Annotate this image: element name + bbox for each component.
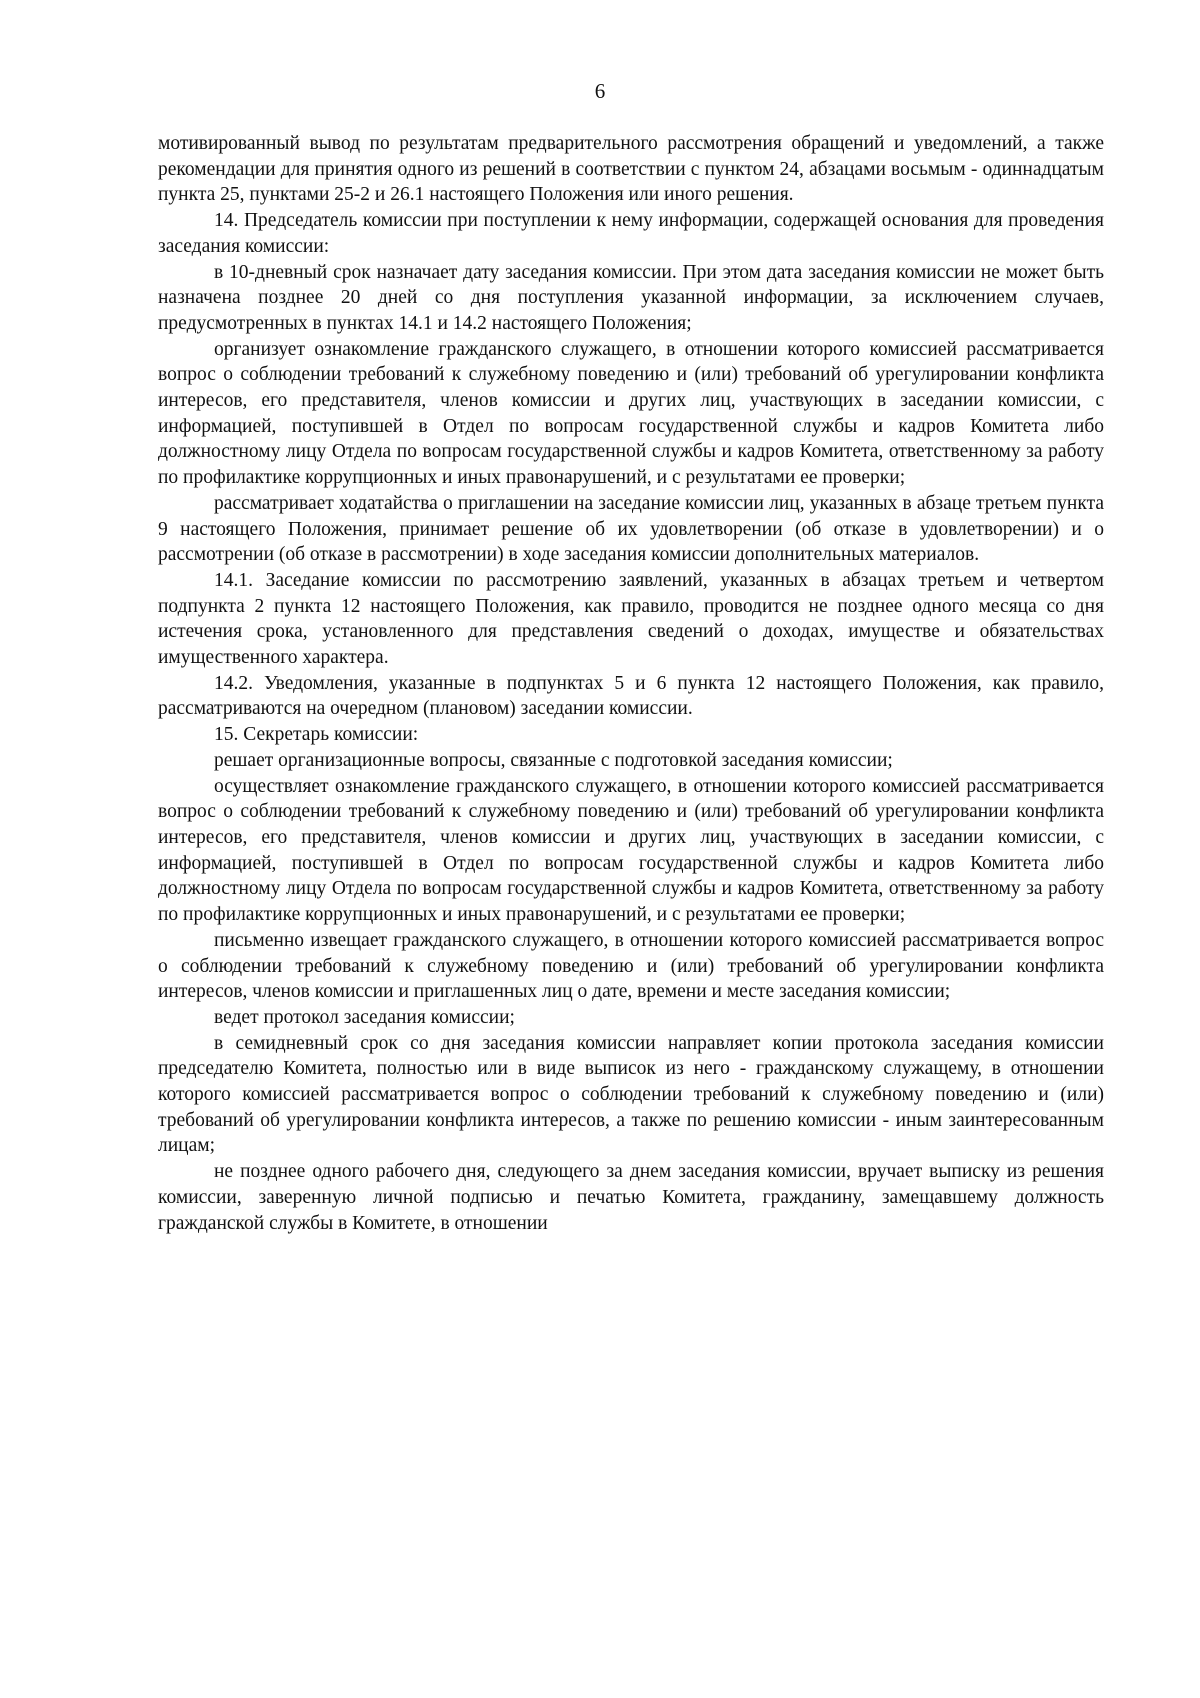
paragraph-item-14-2: 14.2. Уведомления, указанные в подпунктах 5 и 6 пункта 12 настоящего Положения, как правило, рассматриваются на очередном (плановом) заседании комиссии. (158, 672, 1104, 720)
paragraph-item-14: 14. Председатель комиссии при поступлении к нему информации, содержащей основания для проведения заседания комиссии: (158, 210, 1104, 257)
paragraph-item-14-1: 14.1. Заседание комиссии по рассмотрению заявлений, указанных в абзацах третьем и четвертом подпункта 2 пункта 12 настоящего Положения, как правило, проводится не позднее одного месяца со дня истечения срока, установленного для представления сведений о доходах, имуществе и обязательствах имущественного характера. (158, 569, 1104, 669)
document-body (158, 131, 1104, 1236)
paragraph-item-15: 15. Секретарь комиссии: (214, 724, 419, 746)
paragraph-familiarization: осуществляет ознакомление гражданского служащего, в отношении которого комиссией рассматривается вопрос о соблюдении требований к служебному поведению и (или) требований об урегулировании конфликта интересов, его представителя, членов комиссии и других лиц, участвующих в заседании комиссии, с информацией, поступившей в Отдел по вопросам государственной службы и кадров Комитета либо должностному лицу Отдела по вопросам государственной службы и кадров Комитета, ответственному за работу по профилактике коррупционных и иных правонарушений, и с результатами ее проверки; (158, 775, 1104, 926)
paragraph-organize-review: организует ознакомление гражданского служащего, в отношении которого комиссией рассматривается вопрос о соблюдении требований к служебному поведению и (или) требований об урегулировании конфликта интересов, его представителя, членов комиссии и других лиц, участвующих в заседании комиссии, с информацией, поступившей в Отдел по вопросам государственной службы и кадров Комитета либо должностному лицу Отдела по вопросам государственной службы и кадров Комитета, ответственному за работу по профилактике коррупционных и иных правонарушений, и с результатами ее проверки; (158, 338, 1104, 489)
page-number: 6 (594, 79, 606, 103)
paragraph-minutes: ведет протокол заседания комиссии; (214, 1006, 515, 1028)
paragraph-organizational-issues: решает организационные вопросы, связанные с подготовкой заседания комиссии; (214, 749, 893, 771)
paragraph-extract-delivery: не позднее одного рабочего дня, следующего за днем заседания комиссии, вручает выписку из решения комиссии, заверенную личной подписью и печатью Комитета, гражданину, замещавшему должность гражданской службы в Комитете, в отношении (158, 1161, 1104, 1234)
paragraph-copies: в семидневный срок со дня заседания комиссии направляет копии протокола заседания комиссии председателю Комитета, полностью или в виде выписок из него - гражданскому служащему, в отношении которого комиссией рассматривается вопрос о соблюдении требований к служебному поведению и (или) требований об урегулировании конфликта интересов, а также по решению комиссии - иным заинтересованным лицам; (158, 1032, 1104, 1157)
paragraph-petitions: рассматривает ходатайства о приглашении на заседание комиссии лиц, указанных в абзаце третьем пункта 9 настоящего Положения, принимает решение об их удовлетворении (об отказе в удовлетворении) и о рассмотрении (об отказе в рассмотрении) в ходе заседания комиссии дополнительных материалов. (158, 492, 1104, 566)
paragraph-schedule-date: в 10-дневный срок назначает дату заседания комиссии. При этом дата заседания комиссии не может быть назначена позднее 20 дней со дня поступления указанной информации, за исключением случаев, предусмотренных в пунктах 14.1 и 14.2 настоящего Положения; (158, 261, 1104, 334)
paragraph-written-notice: письменно извещает гражданского служащего, в отношении которого комиссией рассматривается вопрос о соблюдении требований к служебному поведению и (или) требований об урегулировании конфликта интересов, членов комиссии и приглашенных лиц о дате, времени и месте заседания комиссии; (158, 929, 1104, 1003)
paragraph-continuation: мотивированный вывод по результатам предварительного рассмотрения обращений и уведомлений, а также рекомендации для принятия одного из решений в соответствии с пунктом 24, абзацами восьмым - одиннадцатым пункта 25, пунктами 25-2 и 26.1 настоящего Положения или иного решения. (158, 133, 1104, 206)
